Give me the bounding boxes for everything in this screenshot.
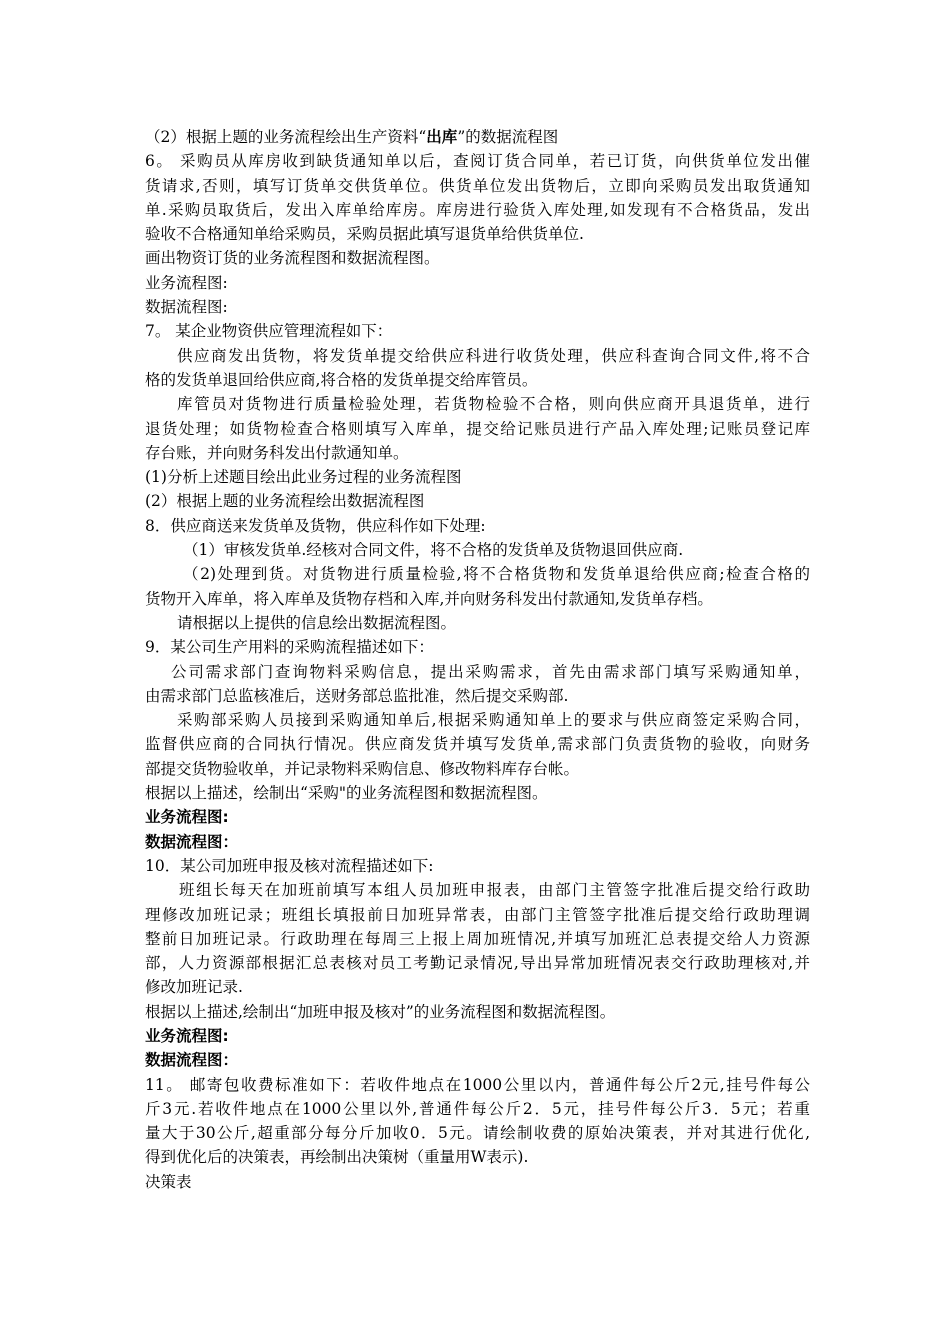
heading-business-flow-2: 业务流程图: xyxy=(145,1026,229,1045)
line-31: 10．某公司加班申报及核对流程描述如下: xyxy=(145,856,434,875)
line-25: 采购部采购人员接到采购通知单后,根据采购通知单上的要求与供应商签定采购合同， xyxy=(177,711,810,730)
line-12: 库管员对货物进行质量检验处理，若货物检验不合格，则向供应商开具退货单，进行 xyxy=(177,395,810,414)
line-14: 存台账，并向财务科发出付款通知单。 xyxy=(145,443,409,462)
line-6: 画出物资订货的业务流程图和数据流程图。 xyxy=(145,249,440,268)
line-11: 格的发货单退回给供应商,将合格的发货单提交给库管员。 xyxy=(145,370,538,389)
line-3: 货请求,否则，填写订货单交供货单位。供货单位发出货物后，立即向采购员发出取货通知 xyxy=(145,176,810,195)
line-15: (1)分析上述题目绘出此业务过程的业务流程图 xyxy=(145,468,462,487)
line-23: 公司需求部门查询物料采购信息，提出采购需求，首先由需求部门填写采购通知单， xyxy=(171,662,810,681)
line-40: 11。 邮寄包收费标准如下：若收件地点在1000公里以内，普通件每公斤2元,挂号件每公 xyxy=(145,1075,810,1094)
line-10: 供应商发出货物，将发货单提交给供应科进行收货处理，供应科查询合同文件,将不合 xyxy=(177,346,810,365)
line-19: （2)处理到货。对货物进行质量检验,将不合格货物和发货单退给供应商;检查合格的 xyxy=(183,565,810,584)
line-36: 修改加班记录. xyxy=(145,978,243,997)
document-body xyxy=(145,125,810,1194)
line-34: 整前日加班记录。行政助理在每周三上报上周加班情况,并填写加班汇总表提交给人力资源 xyxy=(145,929,810,948)
line-44: 决策表 xyxy=(145,1172,192,1191)
heading-business-flow-1: 业务流程图: xyxy=(145,808,229,827)
line-8: 数据流程图: xyxy=(145,298,228,317)
line-41: 斤3元.若收件地点在1000公里以外,普通件每公斤2．5元，挂号件每公斤3．5元；若重 xyxy=(145,1099,810,1118)
line-42: 量大于30公斤,超重部分每分斤加收0．5元。请绘制收费的原始决策表，并对其进行优化, xyxy=(145,1124,810,1143)
line-24: 由需求部门总监核准后，送财务部总监批准，然后提交采购部. xyxy=(145,686,569,705)
line-13: 退货处理；如货物检查合格则填写入库单，提交给记账员进行产品入库处理;记账员登记库 xyxy=(145,419,810,438)
line-9: 7。 某企业物资供应管理流程如下： xyxy=(145,322,393,341)
line-18: （1）审核发货单.经核对合同文件，将不合格的发货单及货物退回供应商. xyxy=(183,541,684,560)
line-7: 业务流程图: xyxy=(145,273,228,292)
line-35: 部，人力资源部根据汇总表核对员工考勤记录情况,导出异常加班情况表交行政助理核对,并 xyxy=(145,954,810,973)
line-33: 理修改加班记录；班组长填报前日加班异常表，由部门主管签字批准后提交给行政助理调 xyxy=(145,905,810,924)
line-20: 货物开入库单，将入库单及货物存档和入库,并向财务科发出付款通知,发货单存档。 xyxy=(145,589,713,608)
line-2: 6。 采购员从库房收到缺货通知单以后，查阅订货合同单，若已订货，向供货单位发出催 xyxy=(145,152,810,171)
line-1: （2）根据上题的业务流程绘出生产资料“出库”的数据流程图 xyxy=(145,128,559,146)
line-22: 9．某公司生产用料的采购流程描述如下： xyxy=(145,638,434,657)
line-37: 根据以上描述,绘制出“加班申报及核对”的业务流程图和数据流程图。 xyxy=(145,1002,616,1021)
heading-data-flow-2: 数据流程图： xyxy=(145,1051,239,1070)
line-27: 部提交货物验收单，并记录物料采购信息、修改物料库存台帐。 xyxy=(145,759,580,778)
line-16: (2）根据上题的业务流程绘出数据流程图 xyxy=(145,492,425,511)
heading-data-flow-1: 数据流程图： xyxy=(145,832,239,851)
line-26: 监督供应商的合同执行情况。供应商发货并填写发货单,需求部门负责货物的验收，向财务 xyxy=(145,735,810,754)
line-4: 单.采购员取货后，发出入库单给库房。库房进行验货入库处理,如发现有不合格货品，发出 xyxy=(145,200,810,219)
bold-term: 出库 xyxy=(426,128,458,146)
line-32: 班组长每天在加班前填写本组人员加班申报表，由部门主管签字批准后提交给行政助 xyxy=(179,881,810,900)
line-28: 根据以上描述，绘制出“采购"的业务流程图和数据流程图。 xyxy=(145,784,548,803)
line-5: 验收不合格通知单给采购员，采购员据此填写退货单给供货单位. xyxy=(145,225,584,244)
line-43: 得到优化后的决策表，再绘制出决策树（重量用W表示). xyxy=(145,1148,529,1167)
line-17: 8．供应商送来发货单及货物，供应科作如下处理: xyxy=(145,516,486,535)
line-21: 请根据以上提供的信息绘出数据流程图。 xyxy=(177,613,457,632)
